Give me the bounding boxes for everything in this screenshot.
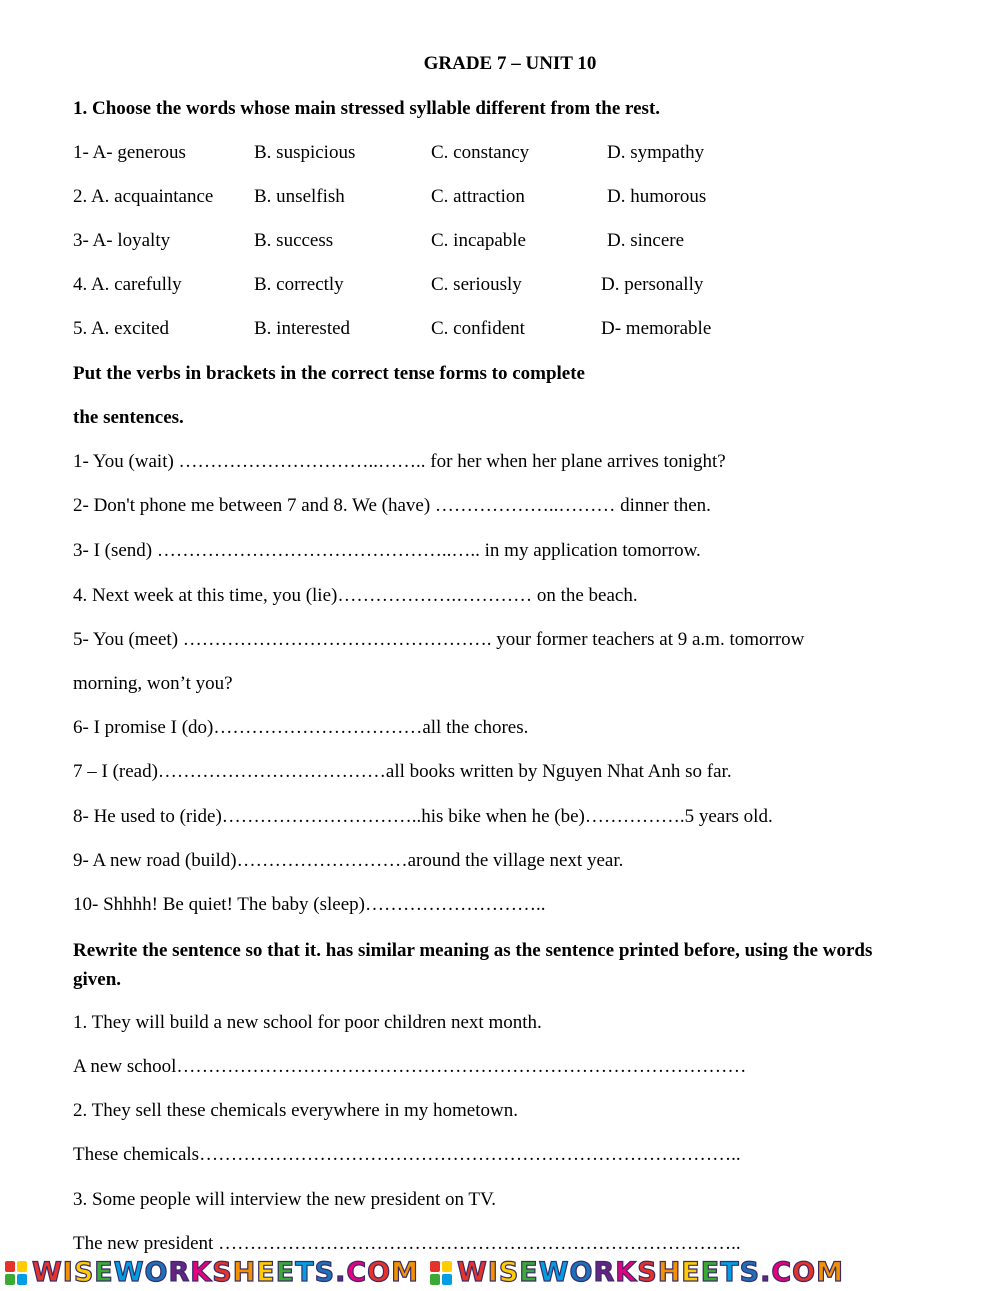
- option-b: B. correctly: [254, 274, 344, 295]
- option-c: C. attraction: [431, 186, 525, 207]
- brand-logo-group: [425, 1255, 844, 1291]
- list-item: The new president ………………………………………………………………………..: [73, 1233, 741, 1254]
- list-item: 2. They sell these chemicals everywhere in my hometown.: [73, 1100, 518, 1121]
- section1-heading: 1. Choose the words whose main stressed syllable different from the rest.: [73, 98, 661, 119]
- brand-text: WISEWORKSHEETS.COM: [457, 1257, 844, 1288]
- list-item: 7 – I (read)………………………………all books written by Nguyen Nhat Anh so far.: [73, 761, 732, 782]
- option-a: 5. A. excited: [73, 318, 170, 339]
- section2-heading-cont: the sentences.: [73, 407, 184, 428]
- list-item: 2- Don't phone me between 7 and 8. We (have) ………………..……… dinner then.: [73, 495, 711, 516]
- brand-text: WISEWORKSHEETS.COM: [32, 1257, 419, 1288]
- option-a: 2. A. acquaintance: [73, 186, 214, 207]
- list-item: 8- He used to (ride)…………………………..his bike when he (be)…………….5 years old.: [73, 806, 773, 827]
- list-item: 3. Some people will interview the new president on TV.: [73, 1189, 497, 1210]
- option-d: D. sincere: [607, 230, 685, 251]
- option-d: D. sympathy: [607, 142, 705, 163]
- option-d: D. humorous: [607, 186, 707, 207]
- option-b: B. suspicious: [254, 142, 356, 163]
- footer-banner: [0, 1255, 1000, 1291]
- brand-logo-group: [0, 1255, 419, 1291]
- list-item: 3- I (send) ………………………………………..….. in my application tomorrow.: [73, 540, 701, 561]
- list-item: morning, won’t you?: [73, 673, 233, 694]
- section2-heading: Put the verbs in brackets in the correct tense forms to complete: [73, 363, 585, 384]
- option-a: 3- A- loyalty: [73, 230, 171, 251]
- list-item: These chemicals…………………………………………………………………………..: [73, 1144, 741, 1165]
- worksheet-title: GRADE 7 – UNIT 10: [423, 53, 597, 74]
- option-a: 1- A- generous: [73, 142, 186, 163]
- section3-heading: Rewrite the sentence so that it. has similar meaning as the sentence printed before, using the words given.: [73, 940, 873, 990]
- option-a: 4. A. carefully: [73, 274, 182, 295]
- option-b: B. success: [254, 230, 334, 251]
- list-item: 10- Shhhh! Be quiet! The baby (sleep)………………………..: [73, 894, 546, 915]
- option-c: C. confident: [431, 318, 525, 339]
- list-item: 5- You (meet) …………………………………………. your former teachers at 9 a.m. tomorrow: [73, 629, 805, 650]
- list-item: 1- You (wait) …………………………..…….. for her when her plane arrives tonight?: [73, 451, 726, 472]
- option-d: D- memorable: [601, 318, 712, 339]
- option-b: B. interested: [254, 318, 351, 339]
- option-c: C. seriously: [431, 274, 522, 295]
- list-item: 6- I promise I (do)……………………………all the chores.: [73, 717, 529, 738]
- option-c: C. constancy: [431, 142, 530, 163]
- list-item: A new school………………………………………………………………………………: [73, 1056, 747, 1077]
- list-item: 4. Next week at this time, you (lie)……………….………… on the beach.: [73, 585, 638, 606]
- option-c: C. incapable: [431, 230, 526, 251]
- option-b: B. unselfish: [254, 186, 345, 207]
- list-item: 1. They will build a new school for poor children next month.: [73, 1012, 542, 1033]
- option-d: D. personally: [601, 274, 704, 295]
- wiseworksheets-logo-icon: [4, 1260, 28, 1286]
- wiseworksheets-logo-icon: [429, 1260, 453, 1286]
- list-item: 9- A new road (build)………………………around the village next year.: [73, 850, 624, 871]
